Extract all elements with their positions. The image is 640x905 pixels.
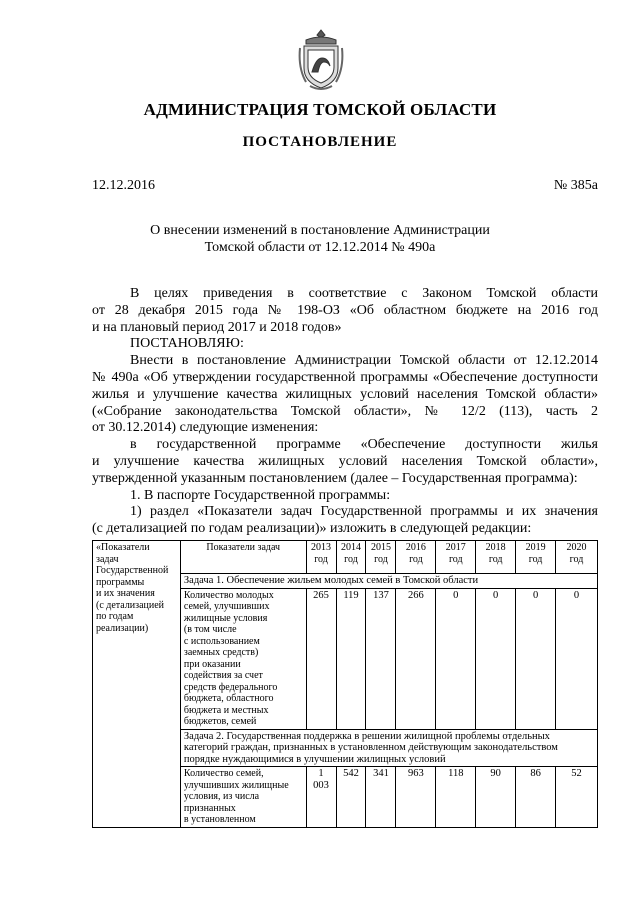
indicator-label-cell xyxy=(180,767,306,828)
body-line: В целях приведения в соответствие с Законом Томской области xyxy=(130,286,598,301)
year-header-cell xyxy=(366,541,396,574)
subject-line: О внесении изменений в постановление Администрации xyxy=(150,223,490,238)
document-date: 12.12.2016 xyxy=(92,178,155,193)
indicator-line: бюджетов, семей xyxy=(183,716,257,727)
document-subject xyxy=(0,222,640,256)
document-body xyxy=(92,286,598,538)
value-cell: 341 xyxy=(366,767,396,828)
section-label-line: «Показатели xyxy=(96,542,150,553)
document-type: ПОСТАНОВЛЕНИЕ xyxy=(242,134,398,150)
indicator-line: жилищные условия xyxy=(183,612,268,624)
value-cell: 90 xyxy=(476,767,516,828)
value-cell: 542 xyxy=(336,767,366,828)
indicator-line: улучшивших жилищные xyxy=(183,779,289,791)
year-header: 2013 xyxy=(311,542,332,553)
indicator-line: в установленном xyxy=(183,814,256,825)
task-2-title xyxy=(180,729,597,767)
section-label-line: (с детализацией xyxy=(96,599,165,611)
year-header: 2015 xyxy=(370,542,391,553)
subject-line: Томской области от 12.12.2014 № 490а xyxy=(204,240,436,255)
section-label-line: реализации) xyxy=(96,622,149,634)
section-label-cell xyxy=(93,541,181,828)
body-line: ПОСТАНОВЛЯЮ: xyxy=(130,336,244,352)
year-suffix: год xyxy=(344,553,358,565)
body-line: («Собрание законодательства Томской области», № 12/2 (113), часть 2 xyxy=(92,403,598,419)
value-cell: 137 xyxy=(366,588,396,729)
year-header-cell xyxy=(476,541,516,574)
body-line: Внести в постановление Администрации Томской области от 12.12.2014 xyxy=(130,353,598,369)
value-cell: 118 xyxy=(436,767,476,828)
indicator-line: бюджета, областного xyxy=(183,693,274,704)
indicator-line: средств федерального xyxy=(183,681,278,693)
section-label-line: программы xyxy=(96,576,145,588)
body-line: № 490а «Об утверждении государственной программы «Обеспечение доступности xyxy=(92,369,598,385)
section-label-line: задач xyxy=(96,553,119,565)
value-cell: 0 xyxy=(516,588,556,729)
year-header: 2019 xyxy=(525,542,546,553)
indicators-table xyxy=(92,540,598,828)
year-suffix: год xyxy=(374,553,388,565)
body-line: 1) раздел «Показатели задач Государственной программы и их значения xyxy=(130,504,598,520)
year-suffix: год xyxy=(409,553,423,565)
coat-of-arms-icon xyxy=(298,28,344,92)
value-cell: 86 xyxy=(516,767,556,828)
indicator-line: Количество молодых xyxy=(183,589,274,601)
year-header-cell xyxy=(516,541,556,574)
organization-title: АДМИНИСТРАЦИЯ ТОМСКОЙ ОБЛАСТИ xyxy=(143,100,497,119)
indicator-line: признанных xyxy=(183,802,236,814)
body-line: от 28 декабря 2015 года № 198-ОЗ «Об областном бюджете на 2016 год xyxy=(92,302,598,318)
indicator-line: при оказании xyxy=(183,658,241,670)
task-line: порядке нуждающимися в улучшении жилищных условий xyxy=(183,753,446,765)
year-header: 2018 xyxy=(485,542,506,553)
table-header-row xyxy=(93,541,598,574)
value-cell: 119 xyxy=(336,588,366,729)
value-cell: 0 xyxy=(556,588,598,729)
indicator-line: заемных средств) xyxy=(183,647,259,658)
indicator-label-cell xyxy=(180,588,306,729)
body-line: (с детализацией по годам реализации)» изложить в следующей редакции: xyxy=(92,521,532,537)
year-header: 2017 xyxy=(445,542,466,553)
year-suffix: год xyxy=(488,553,503,565)
year-header-cell xyxy=(436,541,476,574)
year-header: 2020 xyxy=(566,542,587,553)
indicator-line: семей, улучшивших xyxy=(183,601,270,612)
value-cell: 266 xyxy=(396,588,436,729)
year-header-cell xyxy=(336,541,366,574)
value-cell: 963 xyxy=(396,767,436,828)
year-header: 2014 xyxy=(341,542,361,553)
section-label-line: Государственной xyxy=(96,565,169,576)
value-cell: 1 003 xyxy=(306,767,336,828)
year-suffix: год xyxy=(569,553,584,565)
body-line: в государственной программе «Обеспечение доступности жилья xyxy=(130,437,598,453)
document-number: № 385а xyxy=(553,178,598,193)
section-label-line: и их значения xyxy=(96,588,155,599)
body-line: от 30.12.2014) следующие изменения: xyxy=(92,420,319,436)
year-suffix: год xyxy=(314,553,328,565)
value-cell: 265 xyxy=(306,588,336,729)
year-header-cell xyxy=(306,541,336,574)
body-line: утвержденной указанным постановлением (далее – Государственная программа): xyxy=(92,470,578,486)
body-line: и на плановый период 2017 и 2018 годов» xyxy=(92,319,342,335)
value-cell: 52 xyxy=(556,767,598,828)
indicator-line: содействия за счет xyxy=(183,670,263,681)
year-header-cell xyxy=(396,541,436,574)
task-line: категорий граждан, признанных в установленном действующим законодательством xyxy=(183,742,558,753)
value-cell: 0 xyxy=(436,588,476,729)
indicator-line: бюджета и местных xyxy=(183,704,269,716)
body-line: 1. В паспорте Государственной программы: xyxy=(130,487,391,503)
body-line: жилья и улучшение качества жилищных условий населения Томской области» xyxy=(92,386,598,402)
indicators-header: Показатели задач xyxy=(180,541,306,574)
indicator-line: с использованием xyxy=(183,635,260,647)
indicator-line: Количество семей, xyxy=(183,768,264,779)
indicator-line: условия, из числа xyxy=(183,791,260,802)
body-line: и улучшение качества жилищных условий населения Томской области», xyxy=(92,453,598,469)
section-label-line: по годам xyxy=(96,611,134,622)
year-suffix: год xyxy=(448,553,463,565)
task-1-title: Задача 1. Обеспечение жильем молодых семей в Томской области xyxy=(180,574,597,589)
value-cell: 0 xyxy=(476,588,516,729)
year-header-cell xyxy=(556,541,598,574)
year-suffix: год xyxy=(528,553,543,565)
task-line: Задача 2. Государственная поддержка в решении жилищной проблемы отдельных xyxy=(183,730,550,742)
indicator-line: (в том числе xyxy=(183,624,237,635)
year-header: 2016 xyxy=(405,542,426,553)
